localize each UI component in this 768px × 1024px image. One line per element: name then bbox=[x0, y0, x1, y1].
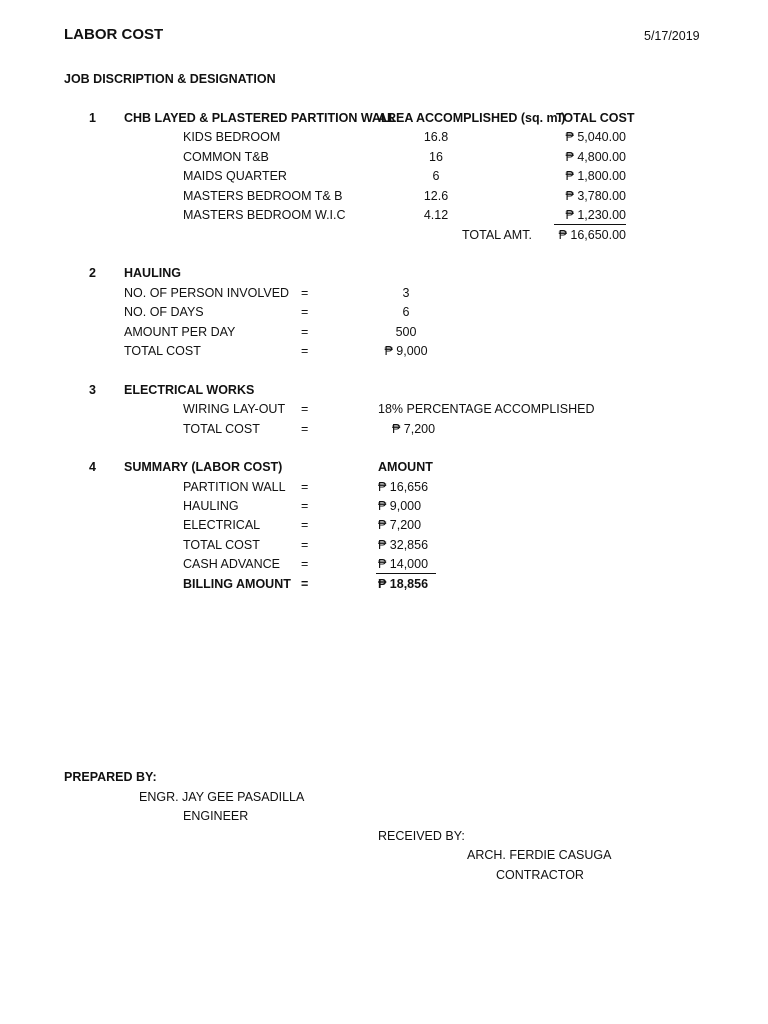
summary-label: PARTITION WALL bbox=[183, 480, 286, 494]
equals-sign: = bbox=[301, 325, 309, 339]
hauling-label: NO. OF PERSON INVOLVED bbox=[124, 286, 290, 300]
partition-item-name: MASTERS BEDROOM T& B bbox=[183, 189, 343, 203]
electrical-value: 18% PERCENTAGE ACCOMPLISHED bbox=[378, 402, 595, 416]
partition-total-label: TOTAL AMT. bbox=[462, 228, 532, 242]
partition-item-cost: ₱ 5,040.00 bbox=[565, 130, 626, 144]
partition-total-value: ₱ 16,650.00 bbox=[558, 228, 626, 242]
partition-item-cost: ₱ 4,800.00 bbox=[565, 150, 626, 164]
section-3-title: ELECTRICAL WORKS bbox=[124, 383, 255, 397]
partition-item-cost: ₱ 1,230.00 bbox=[565, 208, 626, 222]
section-3-number: 3 bbox=[89, 383, 96, 397]
hauling-value: 500 bbox=[395, 325, 417, 339]
partition-item-cost: ₱ 1,800.00 bbox=[565, 169, 626, 183]
received-by-label: RECEIVED BY: bbox=[378, 829, 465, 843]
electrical-label: WIRING LAY-OUT bbox=[183, 402, 286, 416]
section-1-title: CHB LAYED & PLASTERED PARTITION WALL bbox=[124, 111, 397, 125]
section-4-title: SUMMARY (LABOR COST) bbox=[124, 460, 283, 474]
equals-sign: = bbox=[301, 422, 309, 436]
partition-item-name: COMMON T&B bbox=[183, 150, 269, 164]
equals-sign: = bbox=[301, 518, 309, 532]
section-4-number: 4 bbox=[89, 460, 96, 474]
billing-amount-label: BILLING AMOUNT bbox=[183, 577, 291, 591]
hauling-label: NO. OF DAYS bbox=[124, 305, 204, 319]
summary-label: HAULING bbox=[183, 499, 239, 513]
partition-item-area: 6 bbox=[432, 169, 440, 183]
equals-sign: = bbox=[301, 286, 309, 300]
equals-sign: = bbox=[301, 305, 309, 319]
total-cost-column-header: TOTAL COST bbox=[556, 111, 635, 125]
billing-amount-value: ₱ 18,856 bbox=[378, 577, 429, 591]
partition-item-name: MAIDS QUARTER bbox=[183, 169, 287, 183]
summary-underline bbox=[376, 573, 436, 574]
equals-sign: = bbox=[301, 402, 309, 416]
equals-sign: = bbox=[301, 577, 309, 591]
hauling-value: 3 bbox=[402, 286, 410, 300]
hauling-value: 6 bbox=[402, 305, 410, 319]
prepared-by-title: ENGINEER bbox=[183, 809, 249, 823]
subtotal-underline bbox=[554, 224, 626, 225]
section-2-number: 2 bbox=[89, 266, 96, 280]
hauling-label: TOTAL COST bbox=[124, 344, 201, 358]
equals-sign: = bbox=[301, 557, 309, 571]
electrical-label: TOTAL COST bbox=[183, 422, 260, 436]
summary-value: ₱ 7,200 bbox=[378, 518, 422, 532]
received-by-title: CONTRACTOR bbox=[496, 868, 584, 882]
summary-label: CASH ADVANCE bbox=[183, 557, 281, 571]
amount-column-header: AMOUNT bbox=[378, 460, 433, 474]
hauling-value: ₱ 9,000 bbox=[384, 344, 428, 358]
prepared-by-name: ENGR. JAY GEE PASADILLA bbox=[139, 790, 305, 804]
electrical-value: ₱ 7,200 bbox=[392, 422, 436, 436]
summary-label: ELECTRICAL bbox=[183, 518, 261, 532]
partition-item-area: 4.12 bbox=[423, 208, 449, 222]
summary-value: ₱ 14,000 bbox=[378, 557, 429, 571]
equals-sign: = bbox=[301, 344, 309, 358]
job-heading: JOB DISCRIPTION & DESIGNATION bbox=[64, 72, 276, 86]
partition-item-area: 16 bbox=[429, 150, 443, 164]
partition-item-cost: ₱ 3,780.00 bbox=[565, 189, 626, 203]
partition-item-name: KIDS BEDROOM bbox=[183, 130, 281, 144]
partition-item-name: MASTERS BEDROOM W.I.C bbox=[183, 208, 346, 222]
hauling-label: AMOUNT PER DAY bbox=[124, 325, 236, 339]
summary-value: ₱ 16,656 bbox=[378, 480, 429, 494]
document-title: LABOR COST bbox=[64, 26, 164, 43]
equals-sign: = bbox=[301, 480, 309, 494]
prepared-by-label: PREPARED BY: bbox=[64, 770, 157, 784]
section-2-title: HAULING bbox=[124, 266, 181, 280]
partition-item-area: 16.8 bbox=[423, 130, 449, 144]
section-1-number: 1 bbox=[89, 111, 96, 125]
received-by-name: ARCH. FERDIE CASUGA bbox=[467, 848, 612, 862]
summary-label: TOTAL COST bbox=[183, 538, 260, 552]
equals-sign: = bbox=[301, 499, 309, 513]
summary-value: ₱ 32,856 bbox=[378, 538, 429, 552]
area-column-header: AREA ACCOMPLISHED (sq. m.) bbox=[378, 111, 566, 125]
partition-item-area: 12.6 bbox=[423, 189, 449, 203]
equals-sign: = bbox=[301, 538, 309, 552]
document-date: 5/17/2019 bbox=[644, 29, 700, 43]
summary-value: ₱ 9,000 bbox=[378, 499, 422, 513]
